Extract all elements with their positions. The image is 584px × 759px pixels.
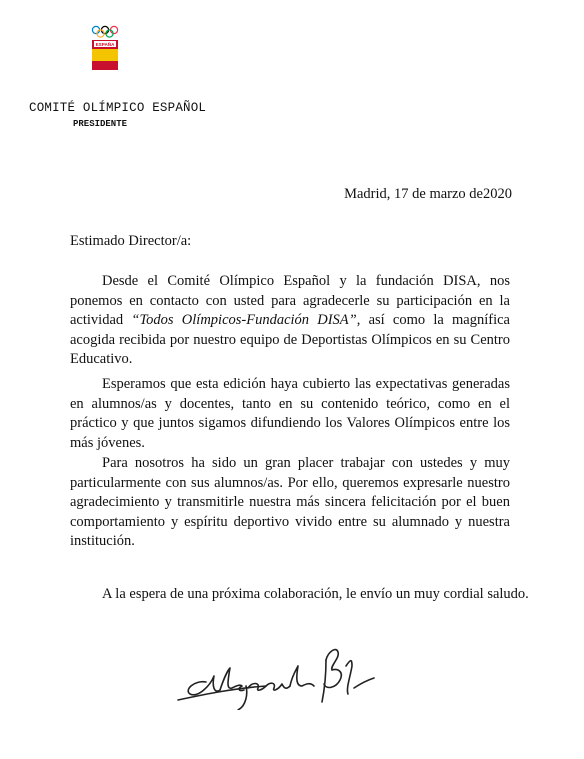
organization-name: COMITÉ OLÍMPICO ESPAÑOL [29,101,207,115]
paragraph-1-text-a: Desde el Comité Olímpico Español y la fundación DISA, nos ponemos en contacto con usted para agradecerle su participación en la actividad [70,273,510,328]
paragraph-1 [70,272,510,370]
handwritten-signature-icon [176,630,381,710]
flag-yellow-band [92,49,118,61]
olympic-rings-flag-icon [88,24,122,72]
salutation: Estimado Director/a: [70,233,192,249]
paragraph-3: Para nosotros ha sido un gran placer trabajar con ustedes y muy particularmente con sus alumnos/as. Por ello, queremos expresarle nuestro agradecimiento y transmitirle nuestra más sincera felicitación por el buen comportamiento y espíritu deportivo vivido entre su alumnado y nuestra institución. [70,455,510,549]
signature [176,630,381,710]
activity-name: “Todos Olímpicos-Fundación DISA” [131,312,357,328]
olympic-committee-logo [88,24,122,72]
position-title: PRESIDENTE [73,119,128,129]
flag-label-text: ESPAÑA [95,41,115,47]
closing-line: A la espera de una próxima colaboración, le envío un muy cordial saludo. [102,586,529,602]
paragraph-1-text-b: , así como la magnífica acogida recibida por nuestro equipo de Deportistas Olímpicos en su Centro Educativo. [70,312,510,367]
letter-date: Madrid, 17 de marzo de2020 [344,186,512,202]
paragraph-2: Esperamos que esta edición haya cubierto las expectativas generadas en alumnos/as y docentes, tanto en su contenido teórico, como en el práctico y que juntos sigamos difundiendo los Valores Olímpicos entre los más jóvenes. [70,376,510,451]
